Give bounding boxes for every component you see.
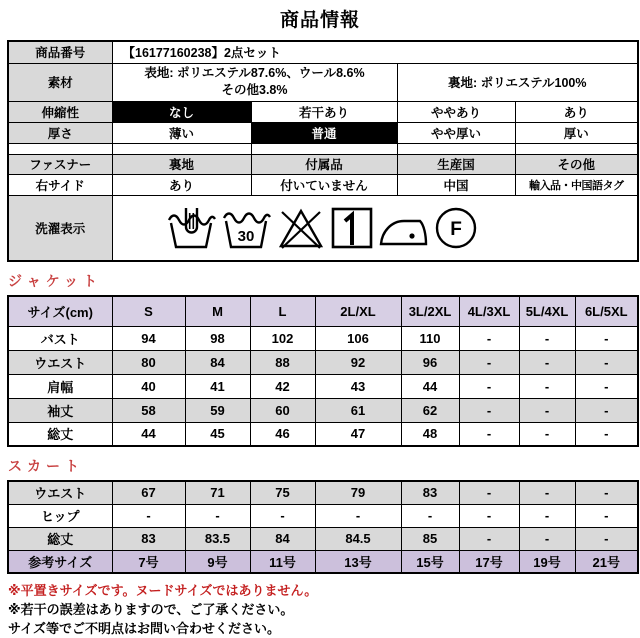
measure-value: -	[519, 422, 575, 446]
material-outer-line2: その他3.8%	[221, 83, 288, 97]
thickness-row	[8, 122, 638, 143]
care-label: 洗濯表示	[8, 195, 112, 261]
note-tolerance: ※若干の誤差はありますので、ご了承ください。	[8, 602, 294, 617]
measure-value: -	[459, 527, 519, 550]
measure-value: 85	[401, 527, 459, 550]
stretch-option: あり	[515, 101, 638, 122]
footer-notes	[8, 581, 640, 638]
country-value: 中国	[397, 174, 515, 195]
measure-value: 79	[315, 481, 401, 504]
measure-value: -	[112, 504, 185, 527]
measure-value: 88	[250, 350, 315, 374]
size-col-header: S	[112, 296, 185, 326]
measure-value: -	[401, 504, 459, 527]
material-lining-value: 裏地: ポリエステル100%	[397, 63, 638, 101]
wash-30-icon	[222, 206, 272, 250]
jacket-size-table	[7, 295, 639, 447]
size-col-header: 3L/2XL	[401, 296, 459, 326]
measure-value: 40	[112, 374, 185, 398]
measure-value: 84	[185, 350, 250, 374]
measure-value: -	[459, 481, 519, 504]
empty-cell	[515, 143, 638, 154]
measure-value: 92	[315, 350, 401, 374]
skirt-heading: スカート	[8, 458, 84, 474]
care-icons	[115, 206, 636, 250]
measure-value: 84	[250, 527, 315, 550]
lining-header: 裏地	[112, 154, 251, 174]
measure-value: 46	[250, 422, 315, 446]
measure-value: 45	[185, 422, 250, 446]
measure-value: 17号	[459, 550, 519, 573]
measure-value: 80	[112, 350, 185, 374]
measure-value: -	[575, 504, 638, 527]
detail-header-row	[8, 154, 638, 174]
size-col-header: 5L/4XL	[519, 296, 575, 326]
dry-clean-f-icon	[434, 206, 478, 250]
measure-value: 13号	[315, 550, 401, 573]
jacket-header-row	[8, 296, 638, 326]
measure-value: -	[459, 398, 519, 422]
size-col-header: 2L/XL	[315, 296, 401, 326]
country-header: 生産国	[397, 154, 515, 174]
thickness-option-selected: 普通	[251, 122, 397, 143]
measure-label: ウエスト	[8, 350, 112, 374]
jacket-waist-row	[8, 350, 638, 374]
product-number-value: 【16177160238】2点セット	[112, 41, 638, 63]
measure-value: 83	[112, 527, 185, 550]
other-header: その他	[515, 154, 638, 174]
measure-value: -	[459, 326, 519, 350]
jacket-bust-row	[8, 326, 638, 350]
measure-label: バスト	[8, 326, 112, 350]
measure-value: 43	[315, 374, 401, 398]
measure-value: 44	[112, 422, 185, 446]
fastener-header: ファスナー	[8, 154, 112, 174]
stretch-row	[8, 101, 638, 122]
measure-value: 83	[401, 481, 459, 504]
measure-value: 60	[250, 398, 315, 422]
measure-value: 96	[401, 350, 459, 374]
jacket-length-row	[8, 422, 638, 446]
product-number-label: 商品番号	[8, 41, 112, 63]
care-symbols-cell	[112, 195, 638, 261]
skirt-size-table	[7, 480, 639, 574]
measure-value: 61	[315, 398, 401, 422]
measure-value: 42	[250, 374, 315, 398]
fastener-value: 右サイド	[8, 174, 112, 195]
note-contact: サイズ等でご不明点はお問い合わせください。	[8, 621, 280, 636]
measure-value: -	[459, 374, 519, 398]
empty-cell	[8, 143, 112, 154]
skirt-reference-size-row	[8, 550, 638, 573]
size-unit-header: サイズ(cm)	[8, 296, 112, 326]
material-row	[8, 63, 638, 101]
measure-value: -	[575, 326, 638, 350]
size-col-header: 4L/3XL	[459, 296, 519, 326]
care-row	[8, 195, 638, 261]
measure-value: -	[575, 398, 638, 422]
measure-value: 62	[401, 398, 459, 422]
hand-wash-icon	[167, 206, 217, 250]
measure-value: 48	[401, 422, 459, 446]
measure-value: -	[519, 398, 575, 422]
spacer-row	[8, 143, 638, 154]
measure-label: ウエスト	[8, 481, 112, 504]
measure-value: 59	[185, 398, 250, 422]
measure-value: -	[519, 374, 575, 398]
thickness-option: 薄い	[112, 122, 251, 143]
no-bleach-icon	[277, 206, 325, 250]
size-col-header: 6L/5XL	[575, 296, 638, 326]
measure-value: -	[519, 350, 575, 374]
measure-value: -	[519, 326, 575, 350]
skirt-length-row	[8, 527, 638, 550]
measure-value: 19号	[519, 550, 575, 573]
measure-value: -	[575, 422, 638, 446]
lining-value: あり	[112, 174, 251, 195]
skirt-waist-row	[8, 481, 638, 504]
measure-value: -	[185, 504, 250, 527]
jacket-sleeve-row	[8, 398, 638, 422]
product-number-row	[8, 41, 638, 63]
empty-cell	[251, 143, 397, 154]
measure-label: ヒップ	[8, 504, 112, 527]
measure-value: 7号	[112, 550, 185, 573]
measure-value: -	[519, 527, 575, 550]
measure-value: -	[315, 504, 401, 527]
material-outer-value	[112, 63, 397, 101]
thickness-option: 厚い	[515, 122, 638, 143]
thickness-label: 厚さ	[8, 122, 112, 143]
empty-cell	[397, 143, 515, 154]
measure-value: 84.5	[315, 527, 401, 550]
measure-value: -	[459, 504, 519, 527]
measure-label: 袖丈	[8, 398, 112, 422]
measure-value: -	[575, 481, 638, 504]
jacket-shoulder-row	[8, 374, 638, 398]
detail-value-row	[8, 174, 638, 195]
measure-value: -	[575, 527, 638, 550]
measure-value: 21号	[575, 550, 638, 573]
measure-value: 75	[250, 481, 315, 504]
measure-value: 102	[250, 326, 315, 350]
stretch-option: 若干あり	[251, 101, 397, 122]
iron-icon	[379, 207, 429, 249]
stretch-option: ややあり	[397, 101, 515, 122]
material-label: 素材	[8, 63, 112, 101]
size-col-header: L	[250, 296, 315, 326]
note-flat-measure: ※平置きサイズです。ヌードサイズではありません。	[8, 583, 318, 598]
stretch-label: 伸縮性	[8, 101, 112, 122]
measure-value: 98	[185, 326, 250, 350]
svg-text:30: 30	[237, 227, 254, 245]
measure-value: 11号	[250, 550, 315, 573]
jacket-heading: ジャケット	[8, 273, 103, 289]
measure-label: 参考サイズ	[8, 550, 112, 573]
svg-text:F: F	[449, 218, 462, 240]
measure-value: 106	[315, 326, 401, 350]
measure-value: 94	[112, 326, 185, 350]
measure-label: 肩幅	[8, 374, 112, 398]
other-value: 輸入品・中国語タグ	[515, 174, 638, 195]
measure-value: -	[459, 422, 519, 446]
measure-label: 総丈	[8, 527, 112, 550]
measure-value: 47	[315, 422, 401, 446]
accessories-value: 付いていません	[251, 174, 397, 195]
measure-value: -	[250, 504, 315, 527]
measure-value: 83.5	[185, 527, 250, 550]
measure-value: -	[575, 350, 638, 374]
product-info-table	[7, 40, 639, 262]
measure-value: -	[459, 350, 519, 374]
material-outer-line1: 表地: ポリエステル87.6%、ウール8.6%	[144, 66, 365, 80]
measure-value: 110	[401, 326, 459, 350]
empty-cell	[112, 143, 251, 154]
measure-value: 44	[401, 374, 459, 398]
measure-label: 総丈	[8, 422, 112, 446]
measure-value: 58	[112, 398, 185, 422]
stretch-option-selected: なし	[112, 101, 251, 122]
measure-value: -	[519, 504, 575, 527]
measure-value: 41	[185, 374, 250, 398]
measure-value: -	[519, 481, 575, 504]
accessories-header: 付属品	[251, 154, 397, 174]
line-dry-icon	[330, 206, 374, 250]
page-title: 商品情報	[279, 10, 360, 31]
measure-value: 15号	[401, 550, 459, 573]
measure-value: 9号	[185, 550, 250, 573]
size-col-header: M	[185, 296, 250, 326]
skirt-hip-row	[8, 504, 638, 527]
measure-value: -	[575, 374, 638, 398]
measure-value: 71	[185, 481, 250, 504]
thickness-option: やや厚い	[397, 122, 515, 143]
measure-value: 67	[112, 481, 185, 504]
